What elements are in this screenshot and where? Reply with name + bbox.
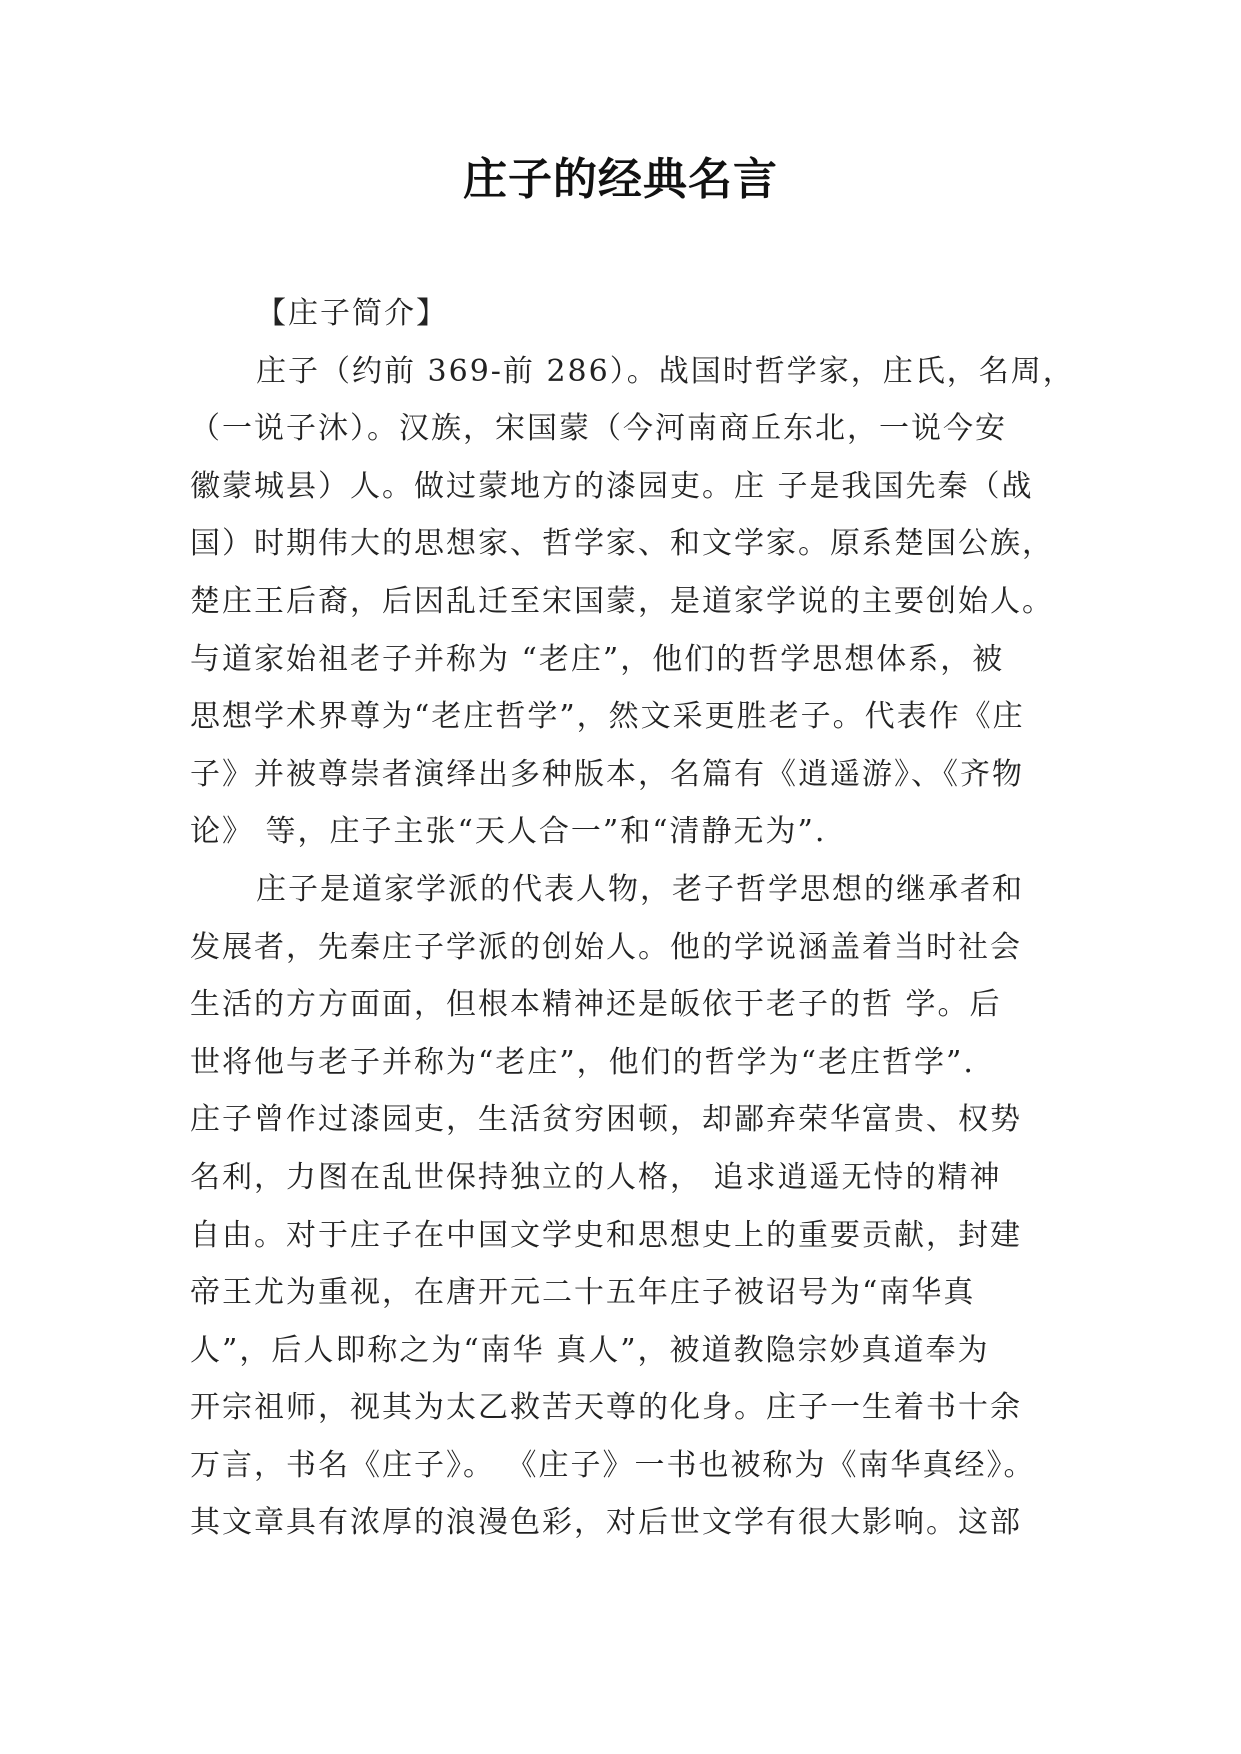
- text-line: 徽蒙城县）人。做过蒙地方的漆园吏。庄 子是我国先秦（战: [190, 468, 1034, 504]
- text-line: 生活的方方面面，但根本精神还是皈依于老子的哲 学。后: [190, 987, 1002, 1023]
- text-line: 子》并被尊崇者演绎出多种版本，名篇有《逍遥游》、《齐物: [190, 756, 1024, 792]
- text-line: 人”，后人即称之为“南华 真人”，被道教隐宗妙真道奉为: [190, 1332, 990, 1368]
- text-line: 帝王尤为重视，在唐开元二十五年庄子被诏号为“南华真: [190, 1275, 976, 1311]
- text-line: 开宗祖师，视其为太乙救苦天尊的化身。庄子一生着书十余: [190, 1390, 1022, 1426]
- page-title: 庄子的经典名言: [463, 154, 778, 205]
- paragraph-first-line: 【庄子简介】: [256, 296, 448, 331]
- text-line: 名利，力图在乱世保持独立的人格， 追求逍遥无恃的精神: [190, 1159, 1002, 1195]
- text-line: 其文章具有浓厚的浪漫色彩，对后世文学有很大影响。这部: [190, 1505, 1022, 1541]
- paragraph-first-line: 庄子是道家学派的代表人物，老子哲学思想的继承者和: [256, 871, 1024, 907]
- text-line: 自由。对于庄子在中国文学史和思想史上的重要贡献，封建: [190, 1217, 1022, 1253]
- text-line: 万言，书名《庄子》。 《庄子》一书也被称为《南华真经》。: [190, 1447, 1036, 1483]
- text-line: 与道家始祖老子并称为 “老庄”，他们的哲学思想体系，被: [190, 641, 1005, 677]
- text-line: 发展者，先秦庄子学派的创始人。他的学说涵盖着当时社会: [190, 929, 1022, 965]
- text-line: 思想学术界尊为“老庄哲学”，然文采更胜老子。代表作《庄: [190, 699, 1025, 735]
- paragraph-first-line: 庄子（约前 369-前 286）。战国时哲学家，庄氏，名周，: [256, 353, 1075, 389]
- text-line: 世将他与老子并称为“老庄”，他们的哲学为“老庄哲学”.: [190, 1044, 975, 1080]
- text-line: （一说子沐）。汉族，宋国蒙（今河南商丘东北，一说今安: [190, 411, 1007, 447]
- text-line: 国）时期伟大的思想家、哲学家、和文学家。原系楚国公族，: [190, 526, 1054, 562]
- text-line: 论》 等，庄子主张“天人合一”和“清静无为”.: [190, 814, 827, 850]
- text-line: 庄子曾作过漆园吏，生活贫穷困顿，却鄙弃荣华富贵、权势: [190, 1102, 1022, 1138]
- text-line: 楚庄王后裔，后因乱迁至宋国蒙，是道家学说的主要创始人。: [190, 583, 1054, 619]
- document-body: [190, 285, 1080, 1552]
